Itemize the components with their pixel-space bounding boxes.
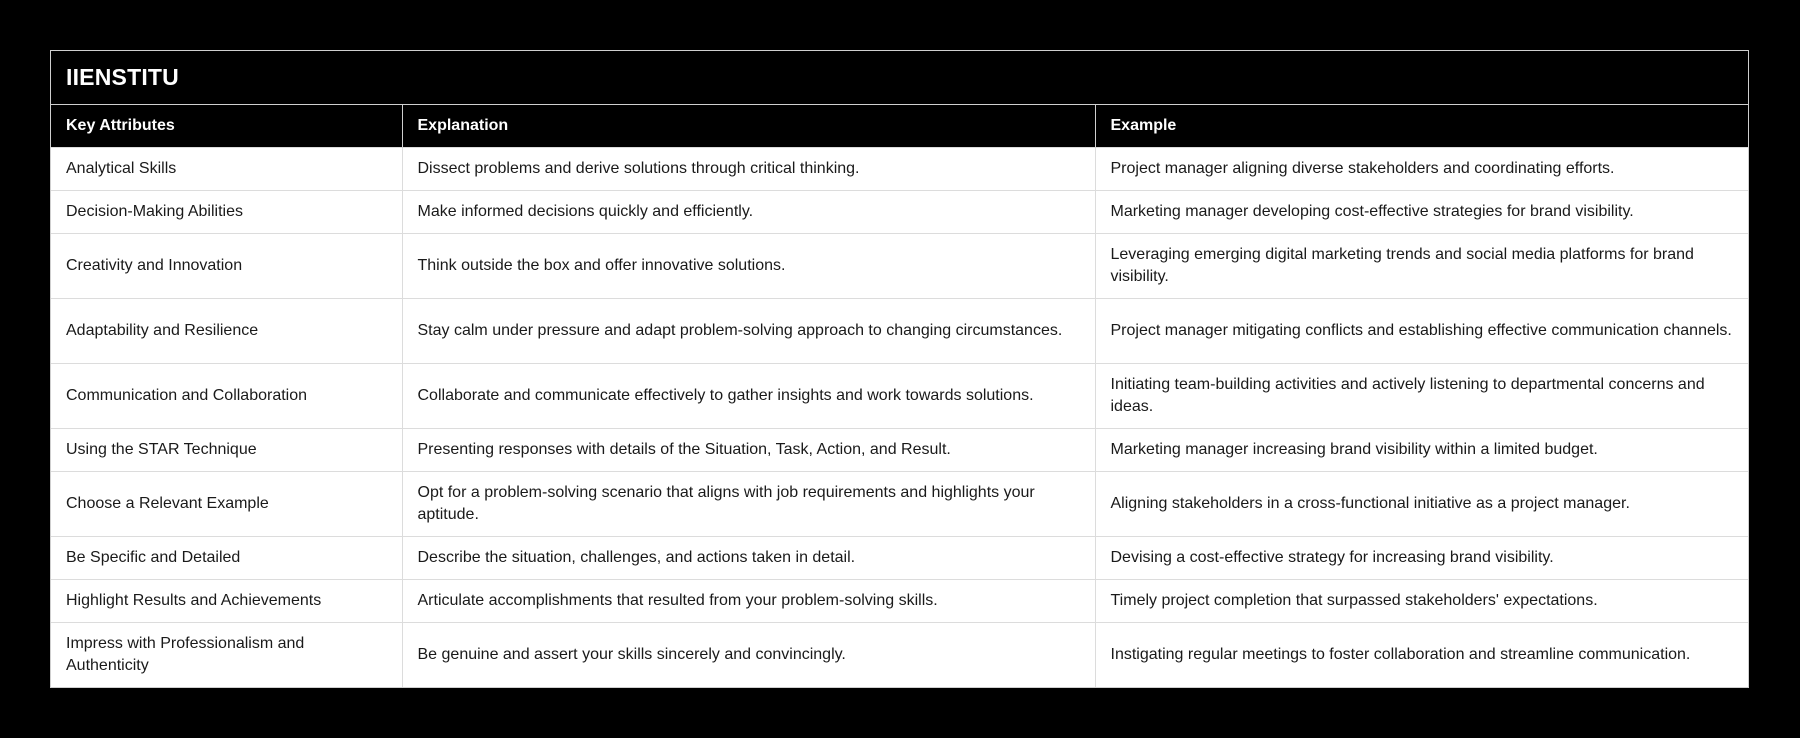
cell-example: Aligning stakeholders in a cross-functional initiative as a project manager. bbox=[1095, 471, 1748, 536]
table-row bbox=[51, 298, 1748, 363]
cell-example: Marketing manager developing cost-effective strategies for brand visibility. bbox=[1095, 190, 1748, 233]
cell-example: Leveraging emerging digital marketing trends and social media platforms for brand visibility. bbox=[1095, 233, 1748, 298]
cell-example: Timely project completion that surpassed stakeholders' expectations. bbox=[1095, 579, 1748, 622]
data-table bbox=[51, 105, 1748, 687]
table-row bbox=[51, 622, 1748, 687]
cell-explanation: Opt for a problem-solving scenario that aligns with job requirements and highlights your aptitude. bbox=[402, 471, 1095, 536]
cell-example: Project manager aligning diverse stakeholders and coordinating efforts. bbox=[1095, 147, 1748, 190]
cell-explanation: Dissect problems and derive solutions through critical thinking. bbox=[402, 147, 1095, 190]
cell-attribute: Adaptability and Resilience bbox=[51, 298, 402, 363]
cell-attribute: Analytical Skills bbox=[51, 147, 402, 190]
cell-example: Instigating regular meetings to foster collaboration and streamline communication. bbox=[1095, 622, 1748, 687]
header-row bbox=[51, 105, 1748, 147]
cell-explanation: Articulate accomplishments that resulted from your problem-solving skills. bbox=[402, 579, 1095, 622]
cell-attribute: Impress with Professionalism and Authenticity bbox=[51, 622, 402, 687]
cell-explanation: Presenting responses with details of the Situation, Task, Action, and Result. bbox=[402, 428, 1095, 471]
column-header-explanation: Explanation bbox=[402, 105, 1095, 147]
cell-example: Initiating team-building activities and actively listening to departmental concerns and ideas. bbox=[1095, 363, 1748, 428]
table-row bbox=[51, 536, 1748, 579]
attributes-table bbox=[50, 50, 1749, 688]
cell-example: Marketing manager increasing brand visibility within a limited budget. bbox=[1095, 428, 1748, 471]
table-title: IIENSTITU bbox=[51, 51, 1748, 105]
cell-explanation: Stay calm under pressure and adapt problem-solving approach to changing circumstances. bbox=[402, 298, 1095, 363]
cell-attribute: Be Specific and Detailed bbox=[51, 536, 402, 579]
cell-explanation: Think outside the box and offer innovative solutions. bbox=[402, 233, 1095, 298]
table-row bbox=[51, 190, 1748, 233]
cell-example: Devising a cost-effective strategy for increasing brand visibility. bbox=[1095, 536, 1748, 579]
cell-attribute: Creativity and Innovation bbox=[51, 233, 402, 298]
table-row bbox=[51, 428, 1748, 471]
cell-explanation: Collaborate and communicate effectively to gather insights and work towards solutions. bbox=[402, 363, 1095, 428]
table-row bbox=[51, 579, 1748, 622]
table-row bbox=[51, 233, 1748, 298]
cell-attribute: Choose a Relevant Example bbox=[51, 471, 402, 536]
cell-attribute: Decision-Making Abilities bbox=[51, 190, 402, 233]
column-header-key-attributes: Key Attributes bbox=[51, 105, 402, 147]
cell-explanation: Describe the situation, challenges, and actions taken in detail. bbox=[402, 536, 1095, 579]
cell-explanation: Make informed decisions quickly and efficiently. bbox=[402, 190, 1095, 233]
table-row bbox=[51, 471, 1748, 536]
cell-attribute: Using the STAR Technique bbox=[51, 428, 402, 471]
cell-attribute: Communication and Collaboration bbox=[51, 363, 402, 428]
column-header-example: Example bbox=[1095, 105, 1748, 147]
cell-attribute: Highlight Results and Achievements bbox=[51, 579, 402, 622]
table-row bbox=[51, 363, 1748, 428]
cell-example: Project manager mitigating conflicts and establishing effective communication channels. bbox=[1095, 298, 1748, 363]
cell-explanation: Be genuine and assert your skills sincerely and convincingly. bbox=[402, 622, 1095, 687]
table-row bbox=[51, 147, 1748, 190]
